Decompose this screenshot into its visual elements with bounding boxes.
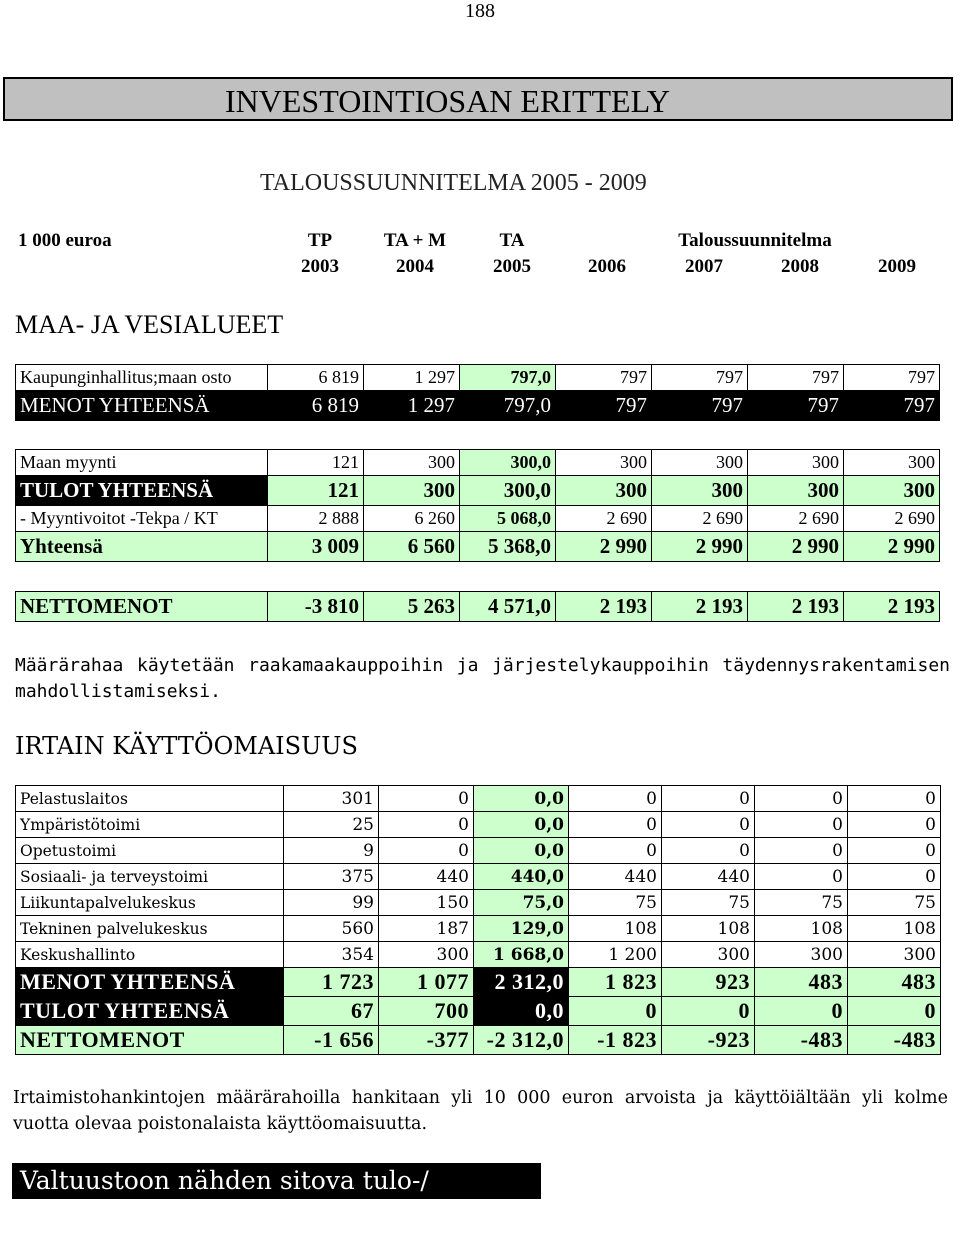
value-cell: 1 200 xyxy=(569,942,662,968)
table-row-total xyxy=(16,1026,941,1055)
table-row xyxy=(16,942,941,968)
value-cell: 121 xyxy=(268,450,364,476)
value-cell: 300 xyxy=(556,476,652,506)
value-cell: 9 xyxy=(284,838,379,864)
table-row xyxy=(16,916,941,942)
value-cell-ta: 0,0 xyxy=(474,838,569,864)
title-banner xyxy=(3,77,953,121)
value-cell: 1 823 xyxy=(569,968,662,997)
value-cell: 300 xyxy=(848,942,941,968)
value-cell-ta: 0,0 xyxy=(474,997,569,1026)
value-cell: 2 990 xyxy=(556,532,652,562)
table-row xyxy=(16,812,941,838)
row-label: Sosiaali- ja terveystoimi xyxy=(16,864,284,890)
row-label: Kaupunginhallitus;maan osto xyxy=(16,365,268,391)
value-cell: 2 690 xyxy=(556,506,652,532)
note-maa-line2: mahdollistamiseksi. xyxy=(15,681,221,702)
header-tp: TP xyxy=(307,230,333,251)
value-cell: 923 xyxy=(662,968,755,997)
value-cell: -923 xyxy=(662,1026,755,1055)
value-cell: 483 xyxy=(755,968,848,997)
value-cell: 300 xyxy=(844,476,940,506)
header-year-2004: 2004 xyxy=(396,256,434,277)
value-cell: -377 xyxy=(379,1026,474,1055)
value-cell: 0 xyxy=(755,812,848,838)
value-cell: 301 xyxy=(284,786,379,812)
value-cell: 150 xyxy=(379,890,474,916)
value-cell: 300 xyxy=(364,450,460,476)
value-cell: 797 xyxy=(556,365,652,391)
value-cell: -1 823 xyxy=(569,1026,662,1055)
note-maa-line1: Määrärahaa käytetään raakamaakauppoihin ja järjestelykauppoihin täydennysrakentamisen xyxy=(15,655,950,676)
value-cell: 300 xyxy=(755,942,848,968)
value-cell: 0 xyxy=(379,838,474,864)
maa-tulot-table xyxy=(15,449,940,562)
value-cell: 440 xyxy=(569,864,662,890)
value-cell: 75 xyxy=(848,890,941,916)
value-cell: 0 xyxy=(569,786,662,812)
header-year-2007: 2007 xyxy=(685,256,723,277)
value-cell: 121 xyxy=(268,476,364,506)
row-label: Maan myynti xyxy=(16,450,268,476)
row-label: Tekninen palvelukeskus xyxy=(16,916,284,942)
value-cell: 0 xyxy=(848,786,941,812)
value-cell: 75 xyxy=(755,890,848,916)
value-cell: -483 xyxy=(755,1026,848,1055)
header-year-2006: 2006 xyxy=(588,256,626,277)
value-cell-ta: 797,0 xyxy=(460,365,556,391)
value-cell: 300 xyxy=(364,476,460,506)
table-row-total xyxy=(16,532,940,562)
table-row-total xyxy=(16,997,941,1026)
value-cell: 2 990 xyxy=(748,532,844,562)
value-cell: 0 xyxy=(848,838,941,864)
value-cell: 797 xyxy=(748,365,844,391)
table-row-total xyxy=(16,592,940,622)
value-cell: 375 xyxy=(284,864,379,890)
value-cell: 797 xyxy=(748,391,844,421)
note-irtain-line2: vuotta olevaa poistonalaista käyttöomaisuutta. xyxy=(13,1114,428,1134)
value-cell: 6 260 xyxy=(364,506,460,532)
value-cell: 0 xyxy=(569,997,662,1026)
row-label: MENOT YHTEENSÄ xyxy=(16,391,268,421)
value-cell-ta: 75,0 xyxy=(474,890,569,916)
value-cell: 2 690 xyxy=(748,506,844,532)
value-cell: 0 xyxy=(848,812,941,838)
table-row xyxy=(16,890,941,916)
value-cell: 108 xyxy=(569,916,662,942)
value-cell: 797 xyxy=(556,391,652,421)
value-cell: 0 xyxy=(379,786,474,812)
value-cell: 2 690 xyxy=(652,506,748,532)
value-cell: 300 xyxy=(748,476,844,506)
value-cell: 0 xyxy=(755,838,848,864)
value-cell: 99 xyxy=(284,890,379,916)
header-year-2009: 2009 xyxy=(878,256,916,277)
value-cell: 354 xyxy=(284,942,379,968)
value-cell: 2 193 xyxy=(556,592,652,622)
value-cell-ta: 0,0 xyxy=(474,786,569,812)
value-cell: 0 xyxy=(662,997,755,1026)
table-row xyxy=(16,786,941,812)
value-cell: 300 xyxy=(748,450,844,476)
table-row xyxy=(16,450,940,476)
table-row xyxy=(16,365,940,391)
table-row xyxy=(16,838,941,864)
subtitle: TALOUSSUUNNITELMA 2005 - 2009 xyxy=(260,170,647,196)
value-cell: 75 xyxy=(662,890,755,916)
value-cell: 300 xyxy=(652,476,748,506)
row-label: MENOT YHTEENSÄ xyxy=(16,968,284,997)
value-cell: 0 xyxy=(848,997,941,1026)
value-cell: 300 xyxy=(652,450,748,476)
row-label: Pelastuslaitos xyxy=(16,786,284,812)
value-cell: 2 690 xyxy=(844,506,940,532)
value-cell: 0 xyxy=(662,812,755,838)
header-year-2005: 2005 xyxy=(493,256,531,277)
value-cell-ta: 0,0 xyxy=(474,812,569,838)
value-cell-ta: 129,0 xyxy=(474,916,569,942)
value-cell: 300 xyxy=(662,942,755,968)
page-number: 188 xyxy=(465,0,495,22)
binding-budget-label: Valtuustoon nähden sitova tulo-/ menoerä xyxy=(12,1163,541,1199)
value-cell: 440 xyxy=(662,864,755,890)
row-label: TULOT YHTEENSÄ xyxy=(16,476,268,506)
value-cell: 0 xyxy=(379,812,474,838)
value-cell-ta: 4 571,0 xyxy=(460,592,556,622)
row-label: Opetustoimi xyxy=(16,838,284,864)
value-cell: 560 xyxy=(284,916,379,942)
header-taloussuunnitelma: Taloussuunnitelma xyxy=(678,230,832,251)
value-cell: 0 xyxy=(662,838,755,864)
value-cell: 0 xyxy=(569,838,662,864)
value-cell-ta: 300,0 xyxy=(460,476,556,506)
value-cell: 2 193 xyxy=(844,592,940,622)
value-cell: 700 xyxy=(379,997,474,1026)
value-cell: 797 xyxy=(844,365,940,391)
value-cell: 440 xyxy=(379,864,474,890)
value-cell: -1 656 xyxy=(284,1026,379,1055)
value-cell: 0 xyxy=(662,786,755,812)
value-cell: 0 xyxy=(848,864,941,890)
row-label: - Myyntivoitot -Tekpa / KT xyxy=(16,506,268,532)
value-cell: 797 xyxy=(652,365,748,391)
maa-nettomenot-table xyxy=(15,591,940,622)
value-cell-ta: 797,0 xyxy=(460,391,556,421)
value-cell: 300 xyxy=(379,942,474,968)
note-irtain-line1: Irtaimistohankintojen määrärahoilla hankitaan yli 10 000 euron arvoista ja käyttöiältään yli kolme xyxy=(13,1088,948,1108)
value-cell: 2 990 xyxy=(844,532,940,562)
header-year-2003: 2003 xyxy=(301,256,339,277)
value-cell-ta: 1 668,0 xyxy=(474,942,569,968)
value-cell: 2 193 xyxy=(652,592,748,622)
value-cell: 483 xyxy=(848,968,941,997)
value-cell: 300 xyxy=(844,450,940,476)
value-cell: 6 560 xyxy=(364,532,460,562)
value-cell: 6 819 xyxy=(268,365,364,391)
row-label: Ympäristötoimi xyxy=(16,812,284,838)
value-cell: 3 009 xyxy=(268,532,364,562)
row-label: Yhteensä xyxy=(16,532,268,562)
table-row-total xyxy=(16,476,940,506)
value-cell: 108 xyxy=(848,916,941,942)
table-row-total xyxy=(16,391,940,421)
value-cell-ta: 2 312,0 xyxy=(474,968,569,997)
value-cell-ta: 5 068,0 xyxy=(460,506,556,532)
value-cell-ta: 440,0 xyxy=(474,864,569,890)
table-row xyxy=(16,864,941,890)
table-row-total xyxy=(16,968,941,997)
value-cell: 5 263 xyxy=(364,592,460,622)
value-cell: 6 819 xyxy=(268,391,364,421)
value-cell: 25 xyxy=(284,812,379,838)
value-cell: 2 990 xyxy=(652,532,748,562)
value-cell: 67 xyxy=(284,997,379,1026)
header-ta: TA xyxy=(499,230,525,251)
value-cell: 1 297 xyxy=(364,365,460,391)
value-cell: -3 810 xyxy=(268,592,364,622)
row-label: NETTOMENOT xyxy=(16,1026,284,1055)
value-cell: 75 xyxy=(569,890,662,916)
row-label: Liikuntapalvelukeskus xyxy=(16,890,284,916)
value-cell: 0 xyxy=(569,812,662,838)
value-cell: 1 297 xyxy=(364,391,460,421)
table-row xyxy=(16,506,940,532)
value-cell-ta: 300,0 xyxy=(460,450,556,476)
row-label: NETTOMENOT xyxy=(16,592,268,622)
value-cell: 2 888 xyxy=(268,506,364,532)
value-cell: 797 xyxy=(652,391,748,421)
value-cell: 0 xyxy=(755,786,848,812)
row-label: Keskushallinto xyxy=(16,942,284,968)
unit-label: 1 000 euroa xyxy=(18,230,112,251)
value-cell: 0 xyxy=(755,997,848,1026)
header-tam: TA + M xyxy=(383,230,447,251)
row-label: TULOT YHTEENSÄ xyxy=(16,997,284,1026)
value-cell: 0 xyxy=(755,864,848,890)
value-cell: 187 xyxy=(379,916,474,942)
value-cell: 797 xyxy=(844,391,940,421)
value-cell: 1 723 xyxy=(284,968,379,997)
value-cell: 2 193 xyxy=(748,592,844,622)
value-cell-ta: -2 312,0 xyxy=(474,1026,569,1055)
value-cell: 300 xyxy=(556,450,652,476)
value-cell: 108 xyxy=(755,916,848,942)
value-cell: 108 xyxy=(662,916,755,942)
section-heading-maa: MAA- JA VESIALUEET xyxy=(15,310,284,339)
page-title: INVESTOINTIOSAN ERITTELY xyxy=(225,83,671,119)
irtain-table xyxy=(15,785,941,1055)
header-year-2008: 2008 xyxy=(781,256,819,277)
maa-menot-table xyxy=(15,364,940,421)
value-cell: -483 xyxy=(848,1026,941,1055)
value-cell-ta: 5 368,0 xyxy=(460,532,556,562)
value-cell: 1 077 xyxy=(379,968,474,997)
section-heading-irtain: IRTAIN KÄYTTÖOMAISUUS xyxy=(15,732,358,760)
